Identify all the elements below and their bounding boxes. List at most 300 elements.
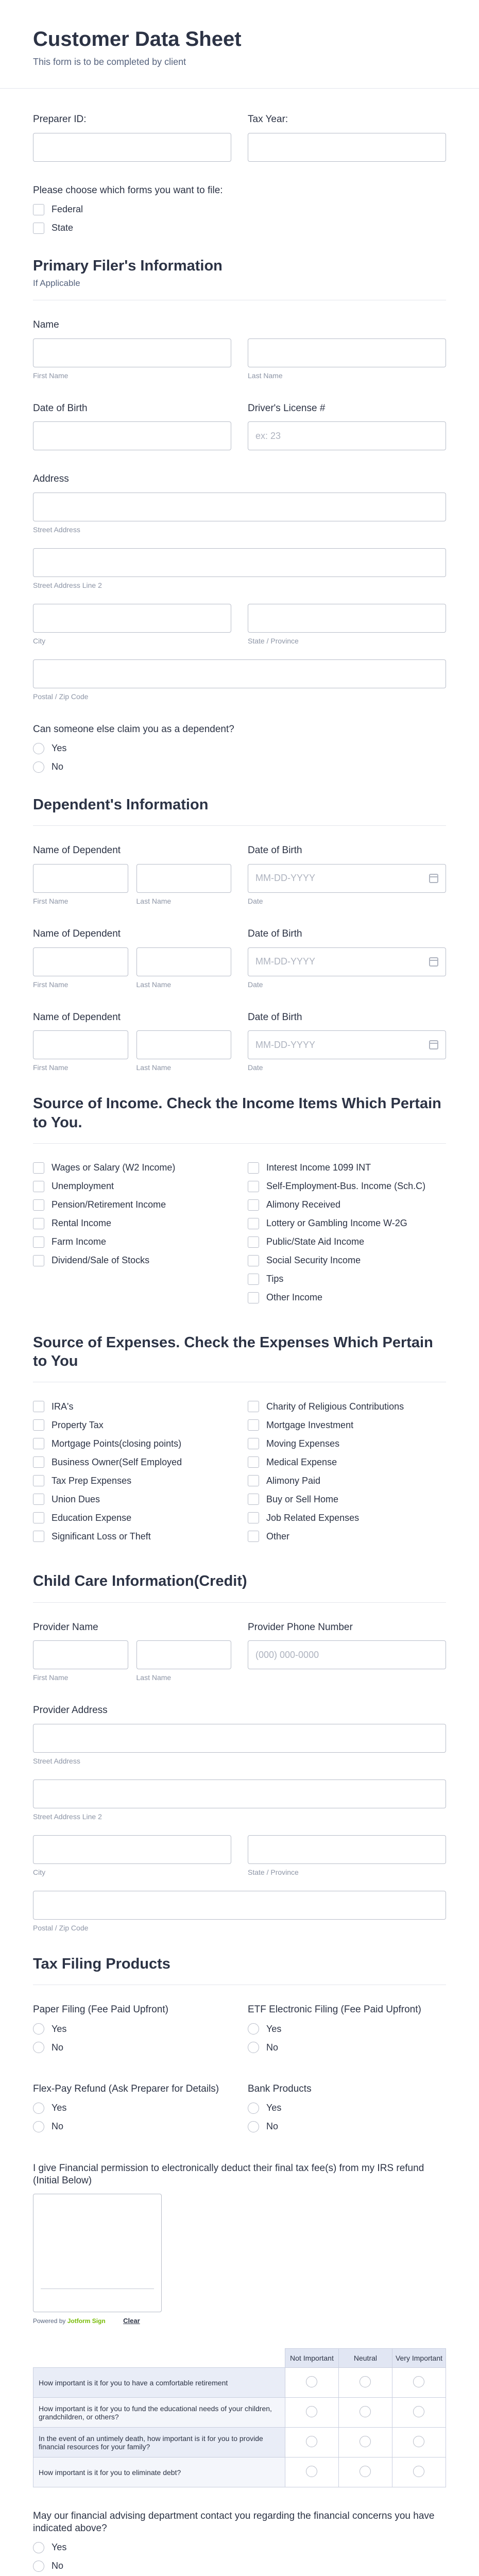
matrix-question: How important is it for you to eliminate debt? [33, 2458, 285, 2487]
calendar-icon[interactable] [429, 957, 438, 967]
last-name-sublabel: Last Name [136, 896, 172, 905]
primary-address-field [33, 473, 446, 701]
preparer-id-label: Preparer ID: [33, 114, 87, 125]
dependent-claim-label: Can someone else claim you as a dependent? [33, 724, 234, 735]
provider-row [33, 1621, 446, 1682]
option-label: Job Related Expenses [266, 1512, 360, 1523]
radio-yes[interactable] [248, 2023, 446, 2035]
radio[interactable] [248, 2042, 259, 2053]
checkbox-state[interactable] [33, 223, 231, 234]
initials-pad[interactable] [33, 2194, 162, 2312]
radio-yes[interactable] [33, 743, 446, 754]
radio-yes[interactable] [33, 2023, 231, 2035]
matrix-radio[interactable] [306, 2466, 317, 2477]
dependent-claim-field [33, 723, 446, 773]
powered-by-prefix: Powered by [33, 2317, 66, 2325]
matrix-col-header: Neutral [338, 2349, 392, 2368]
option-label: Tax Prep Expenses [52, 1475, 132, 1486]
matrix-cell [392, 2428, 446, 2458]
first-name-sublabel: First Name [33, 371, 69, 380]
option-label: IRA's [52, 1401, 74, 1412]
checkbox-option[interactable] [248, 1456, 446, 1468]
dependent-last-name-input[interactable] [136, 864, 232, 893]
option-label: Medical Expense [266, 1456, 337, 1467]
checkbox-option[interactable] [248, 1236, 446, 1248]
option-label: No [52, 2121, 64, 2132]
dependent-dob-col [248, 844, 446, 905]
option-label: Yes [52, 2023, 67, 2034]
date-sublabel: Date [248, 1063, 263, 1072]
checkbox-federal[interactable] [33, 204, 231, 215]
checkbox[interactable] [248, 1419, 259, 1431]
checkbox-option[interactable] [33, 1456, 231, 1468]
checkbox-option[interactable] [33, 1162, 231, 1174]
checkbox[interactable] [248, 1218, 259, 1229]
form-subtitle: This form is to be completed by client [33, 57, 186, 67]
option-label: Yes [52, 2542, 67, 2553]
checkbox[interactable] [33, 1218, 44, 1229]
checkbox[interactable] [248, 1438, 259, 1449]
preparer-id-input[interactable] [33, 133, 231, 162]
checkbox-option[interactable] [248, 1199, 446, 1211]
advising-label: May our financial advising department contact you regarding the financial concerns you have indicated above? [33, 2511, 435, 2534]
street-sublabel: Street Address [33, 526, 80, 534]
paper-filing-label: Paper Filing (Fee Paid Upfront) [33, 2004, 168, 2015]
first-name-col [33, 947, 128, 989]
checkbox-option[interactable] [33, 1438, 231, 1449]
radio-no[interactable] [33, 761, 446, 773]
matrix-radio[interactable] [360, 2376, 371, 2387]
radio-no[interactable] [33, 2121, 231, 2132]
option-label: Significant Loss or Theft [52, 1531, 151, 1541]
option-label: Yes [52, 743, 67, 754]
importance-matrix [33, 2348, 446, 2487]
option-label: Unemployment [52, 1181, 114, 1192]
expenses-left-column [33, 1401, 231, 1549]
matrix-cell [392, 2368, 446, 2398]
last-name-input[interactable] [248, 338, 446, 367]
provider-address-label: Provider Address [33, 1705, 108, 1716]
option-label: Yes [266, 2023, 282, 2034]
option-label: Social Security Income [266, 1255, 361, 1266]
checkbox-option[interactable] [248, 1218, 446, 1229]
option-label: Yes [266, 2103, 282, 2113]
first-name-col [33, 864, 128, 905]
dob-input[interactable] [33, 421, 231, 450]
radio[interactable] [33, 2542, 44, 2553]
checkbox[interactable] [33, 1181, 44, 1192]
matrix-row [33, 2368, 446, 2398]
dob-license-row [33, 402, 446, 451]
radio[interactable] [33, 2561, 44, 2572]
option-label: Yes [52, 2103, 67, 2113]
dependent-first-name-input[interactable] [33, 864, 128, 893]
matrix-col-header: Very Important [392, 2349, 446, 2368]
divider [33, 825, 446, 826]
section-title: Dependent's Information [33, 796, 209, 813]
option-label: Farm Income [52, 1236, 107, 1247]
matrix-radio[interactable] [306, 2436, 317, 2447]
name-label: Name [33, 319, 59, 330]
dependent-dob-label: Date of Birth [248, 928, 302, 939]
primary-filer-header [33, 257, 446, 300]
checkbox[interactable] [33, 1162, 44, 1174]
income-left-column [33, 1162, 231, 1311]
expenses-header [33, 1333, 446, 1383]
forms-choice [33, 184, 231, 234]
option-label: Other [266, 1531, 290, 1541]
postal-input[interactable] [33, 1891, 446, 1920]
matrix-cell [338, 2398, 392, 2428]
section-subtitle: If Applicable [33, 278, 80, 288]
matrix-cell [285, 2458, 338, 2487]
address-label: Address [33, 473, 69, 485]
checkbox[interactable] [33, 1456, 44, 1468]
option-label: No [52, 761, 64, 772]
checkbox[interactable] [33, 1419, 44, 1431]
matrix-question: In the event of an untimely death, how important is it for you to provide financial resources for your family? [33, 2428, 285, 2458]
first-name-sublabel: First Name [33, 896, 69, 905]
matrix-cell [285, 2368, 338, 2398]
matrix-radio[interactable] [413, 2466, 424, 2477]
option-label: Rental Income [52, 1218, 112, 1229]
clear-button[interactable]: Clear [123, 2317, 140, 2325]
matrix-radio[interactable] [360, 2436, 371, 2447]
dob-label: Date of Birth [33, 402, 88, 414]
dependent-row [33, 844, 446, 905]
provider-phone-input[interactable]: (000) 000-0000 [248, 1640, 446, 1669]
radio[interactable] [33, 2023, 44, 2035]
matrix-cell [392, 2398, 446, 2428]
matrix-cell [285, 2428, 338, 2458]
first-name-sublabel: First Name [33, 1673, 69, 1682]
city-input[interactable] [33, 604, 231, 633]
option-label: Lottery or Gambling Income W-2G [266, 1218, 407, 1229]
checkbox-option[interactable] [248, 1512, 446, 1523]
option-label: Other Income [266, 1292, 323, 1303]
checkbox[interactable] [33, 1475, 44, 1486]
license-label: Driver's License # [248, 402, 326, 414]
income-right-column [248, 1162, 446, 1311]
matrix-cell [392, 2458, 446, 2487]
checkbox-option[interactable] [248, 1401, 446, 1412]
option-label: Federal [52, 204, 83, 214]
checkbox[interactable] [248, 1475, 259, 1486]
preparer-row [33, 113, 446, 162]
checkbox-option[interactable] [248, 1292, 446, 1303]
primary-name-field [33, 319, 446, 380]
state-input[interactable] [248, 604, 446, 633]
dependents-header [33, 795, 446, 826]
last-name-sublabel: Last Name [248, 371, 283, 380]
street2-input[interactable] [33, 1780, 446, 1808]
dependent-name-col [33, 928, 231, 989]
postal-sublabel: Postal / Zip Code [33, 692, 89, 701]
filing-row-1 [33, 2004, 446, 2060]
date-sublabel: Date [248, 896, 263, 905]
dependent-first-name-input[interactable] [33, 947, 128, 976]
checkbox[interactable] [248, 1401, 259, 1412]
dependent-dob-input[interactable] [248, 1030, 446, 1059]
option-label: Property Tax [52, 1419, 104, 1430]
dependent-dob-label: Date of Birth [248, 1011, 302, 1023]
state-sublabel: State / Province [248, 637, 299, 645]
permission-label: I give Financial permission to electronically deduct their final tax fee(s) from my IRS refund (Initial Below) [33, 2162, 424, 2186]
checkbox[interactable] [33, 204, 44, 215]
dependents-list [33, 844, 446, 1072]
option-label: Alimony Received [266, 1199, 341, 1210]
calendar-icon[interactable] [429, 1040, 438, 1049]
checkbox-option[interactable] [33, 1512, 231, 1523]
provider-last-name-input[interactable] [136, 1640, 232, 1669]
street-input[interactable] [33, 493, 446, 521]
checkbox-option[interactable] [248, 1162, 446, 1174]
bank-products-label: Bank Products [248, 2083, 312, 2094]
checkbox-option[interactable] [248, 1181, 446, 1192]
forms-choice-label: Please choose which forms you want to file: [33, 184, 223, 196]
radio-no[interactable] [248, 2121, 446, 2132]
option-label: Mortgage Investment [266, 1419, 354, 1430]
dependent-dob-input[interactable] [248, 947, 446, 976]
checkbox[interactable] [248, 1162, 259, 1174]
dependent-name-col [33, 1011, 231, 1072]
dependent-name-label: Name of Dependent [33, 928, 121, 939]
dependent-last-name-input[interactable] [136, 947, 232, 976]
matrix-table [33, 2348, 446, 2487]
matrix-cell [338, 2368, 392, 2398]
city-input[interactable] [33, 1835, 231, 1864]
divider [33, 1143, 446, 1144]
dependent-dob-col [248, 1011, 446, 1072]
city-sublabel: City [33, 637, 46, 645]
option-label: Dividend/Sale of Stocks [52, 1255, 150, 1266]
checkbox-option[interactable] [33, 1236, 231, 1248]
checkbox[interactable] [248, 1512, 259, 1523]
matrix-cell [338, 2428, 392, 2458]
radio[interactable] [33, 743, 44, 754]
option-label: Mortgage Points(closing points) [52, 1438, 182, 1449]
matrix-radio[interactable] [413, 2406, 424, 2417]
checkbox[interactable] [33, 1512, 44, 1523]
matrix-radio[interactable] [360, 2466, 371, 2477]
date-placeholder: MM-DD-YYYY [255, 1039, 315, 1050]
dependent-name-inputs [33, 1030, 231, 1072]
option-label: Business Owner(Self Employed [52, 1456, 182, 1467]
matrix-question: How important is it for you to have a comfortable retirement [33, 2368, 285, 2398]
option-label: Pension/Retirement Income [52, 1199, 166, 1210]
checkbox-option[interactable] [33, 1494, 231, 1505]
checkbox[interactable] [248, 1494, 259, 1505]
checkbox[interactable] [33, 1255, 44, 1266]
date-placeholder: MM-DD-YYYY [255, 956, 315, 967]
divider [33, 1602, 446, 1603]
matrix-col-header: Not Important [285, 2349, 338, 2368]
checkbox[interactable] [248, 1456, 259, 1468]
checkbox-option[interactable] [248, 1255, 446, 1266]
checkbox-option[interactable] [248, 1475, 446, 1486]
dependent-name-label: Name of Dependent [33, 845, 121, 856]
last-name-col [136, 864, 232, 905]
matrix-radio[interactable] [413, 2376, 424, 2387]
option-label: No [266, 2042, 279, 2053]
radio-yes[interactable] [33, 2103, 231, 2114]
radio[interactable] [248, 2121, 259, 2132]
checkbox[interactable] [248, 1199, 259, 1211]
checkbox-option[interactable] [248, 1438, 446, 1449]
street2-sublabel: Street Address Line 2 [33, 581, 102, 589]
street2-input[interactable] [33, 548, 446, 577]
radio-no[interactable] [33, 2042, 231, 2053]
powered-by-brand: Jotform Sign [67, 2317, 106, 2325]
checkbox[interactable] [33, 1531, 44, 1542]
income-checklist [33, 1162, 446, 1311]
checkbox[interactable] [33, 1199, 44, 1211]
first-name-input[interactable] [33, 338, 231, 367]
date-placeholder: MM-DD-YYYY [255, 873, 315, 884]
checkbox[interactable] [248, 1236, 259, 1248]
filing-row-2 [33, 2083, 446, 2140]
provider-phone-label: Provider Phone Number [248, 1621, 353, 1633]
state-input[interactable] [248, 1835, 446, 1864]
tax-products-header [33, 1955, 446, 1985]
checkbox[interactable] [33, 1236, 44, 1248]
checkbox[interactable] [248, 1181, 259, 1192]
matrix-row [33, 2398, 446, 2428]
dependent-last-name-input[interactable] [136, 1030, 232, 1059]
checkbox-option[interactable] [33, 1255, 231, 1266]
dependent-name-inputs [33, 864, 231, 905]
provider-first-name-input[interactable] [33, 1640, 128, 1669]
permission-field [33, 2162, 446, 2326]
expenses-checklist [33, 1401, 446, 1549]
radio-yes[interactable] [33, 2542, 446, 2553]
checkbox-option[interactable] [33, 1475, 231, 1486]
option-label: Alimony Paid [266, 1475, 321, 1486]
date-sublabel: Date [248, 980, 263, 989]
postal-input[interactable] [33, 659, 446, 688]
matrix-radio[interactable] [413, 2436, 424, 2447]
option-label: Union Dues [52, 1494, 100, 1504]
section-title: Source of Expenses. Check the Expenses Which Pertain to You [33, 1334, 433, 1369]
first-name-sublabel: First Name [33, 980, 69, 989]
radio[interactable] [248, 2103, 259, 2114]
option-label: Self-Employment-Bus. Income (Sch.C) [266, 1181, 426, 1192]
matrix-question: How important is it for you to fund the educational needs of your children, grandchildren, or others? [33, 2398, 285, 2428]
street-sublabel: Street Address [33, 1757, 80, 1765]
provider-name-label: Provider Name [33, 1621, 98, 1633]
option-label: Charity of Religious Contributions [266, 1401, 404, 1412]
option-label: Interest Income 1099 INT [266, 1162, 371, 1173]
dependent-row [33, 1011, 446, 1072]
dependent-first-name-input[interactable] [33, 1030, 128, 1059]
powered-by [33, 2317, 106, 2325]
checkbox-option[interactable] [33, 1531, 231, 1542]
provider-address-field [33, 1704, 446, 1932]
etf-filing-label: ETF Electronic Filing (Fee Paid Upfront) [248, 2004, 421, 2015]
matrix-body [33, 2368, 446, 2487]
dependent-dob-label: Date of Birth [248, 845, 302, 856]
radio[interactable] [33, 761, 44, 773]
calendar-icon[interactable] [429, 874, 438, 883]
radio[interactable] [33, 2042, 44, 2053]
checkbox-option[interactable] [248, 1531, 446, 1542]
expenses-right-column [248, 1401, 446, 1549]
tax-year-label: Tax Year: [248, 114, 288, 125]
checkbox-option[interactable] [33, 1199, 231, 1211]
option-label: Education Expense [52, 1512, 132, 1523]
child-care-header [33, 1572, 446, 1602]
city-sublabel: City [33, 1868, 46, 1876]
last-name-sublabel: Last Name [136, 980, 172, 989]
radio-no[interactable] [248, 2042, 446, 2053]
divider [0, 88, 479, 89]
radio[interactable] [33, 2103, 44, 2114]
checkbox-option[interactable] [248, 1419, 446, 1431]
first-name-sublabel: First Name [33, 1063, 69, 1072]
option-label: Moving Expenses [266, 1438, 340, 1449]
dependent-dob-input[interactable] [248, 864, 446, 893]
checkbox[interactable] [33, 1438, 44, 1449]
dependent-name-label: Name of Dependent [33, 1011, 121, 1023]
checkbox[interactable] [33, 223, 44, 234]
checkbox[interactable] [33, 1401, 44, 1412]
matrix-radio[interactable] [360, 2406, 371, 2417]
matrix-row [33, 2428, 446, 2458]
checkbox[interactable] [248, 1292, 259, 1303]
advising-field [33, 2510, 446, 2572]
checkbox-option[interactable] [248, 1494, 446, 1505]
checkbox-option[interactable] [33, 1218, 231, 1229]
section-title: Primary Filer's Information [33, 257, 223, 274]
street2-sublabel: Street Address Line 2 [33, 1812, 102, 1821]
checkbox[interactable] [248, 1531, 259, 1542]
radio[interactable] [33, 2121, 44, 2132]
checkbox-option[interactable] [248, 1274, 446, 1285]
tax-year-input[interactable] [248, 133, 446, 162]
option-label: No [52, 2042, 64, 2053]
checkbox-option[interactable] [33, 1419, 231, 1431]
last-name-col [136, 1030, 232, 1072]
last-name-sublabel: Last Name [136, 1063, 172, 1072]
matrix-corner [33, 2349, 285, 2368]
dependent-dob-col [248, 928, 446, 989]
last-name-sublabel: Last Name [136, 1673, 172, 1682]
radio-no[interactable] [33, 2561, 446, 2572]
state-sublabel: State / Province [248, 1868, 299, 1876]
checkbox[interactable] [248, 1274, 259, 1285]
checkbox[interactable] [248, 1255, 259, 1266]
street-input[interactable] [33, 1724, 446, 1753]
first-name-col [33, 1030, 128, 1072]
matrix-cell [338, 2458, 392, 2487]
checkbox-option[interactable] [33, 1181, 231, 1192]
form-title: Customer Data Sheet [33, 28, 242, 50]
matrix-radio[interactable] [306, 2376, 317, 2387]
matrix-cell [285, 2398, 338, 2428]
section-title: Child Care Information(Credit) [33, 1573, 247, 1590]
matrix-radio[interactable] [306, 2406, 317, 2417]
license-input[interactable]: ex: 23 [248, 421, 446, 450]
checkbox[interactable] [33, 1494, 44, 1505]
postal-sublabel: Postal / Zip Code [33, 1924, 89, 1932]
radio-yes[interactable] [248, 2103, 446, 2114]
last-name-col [136, 947, 232, 989]
option-label: Tips [266, 1274, 284, 1284]
radio[interactable] [248, 2023, 259, 2035]
option-label: Wages or Salary (W2 Income) [52, 1162, 176, 1173]
option-label: Public/State Aid Income [266, 1236, 365, 1247]
checkbox-option[interactable] [33, 1401, 231, 1412]
